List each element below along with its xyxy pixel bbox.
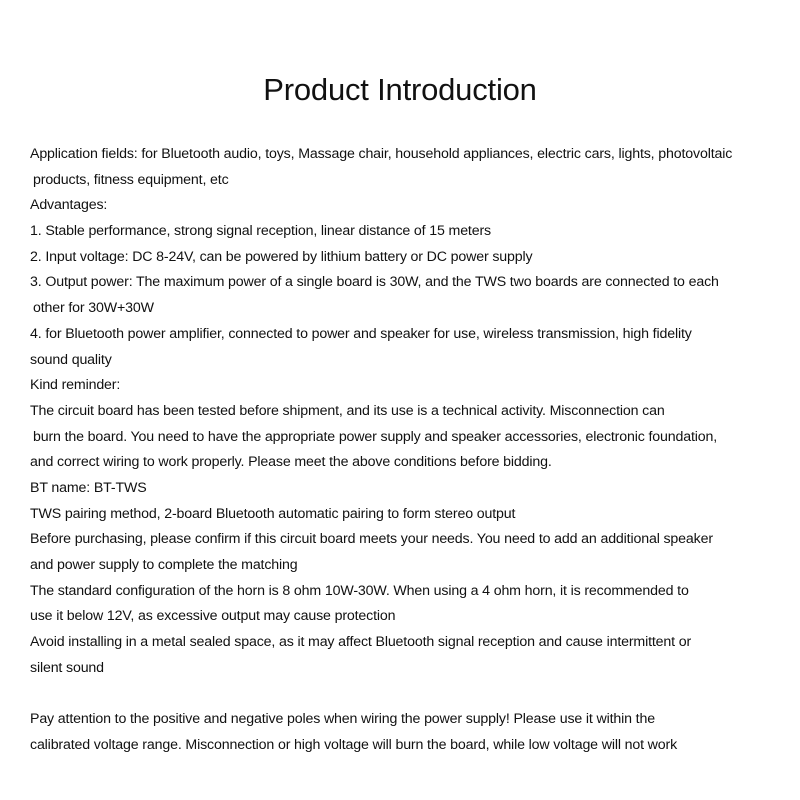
text-line-reminder-3: and correct wiring to work properly. Please meet the above conditions before bidding. <box>30 454 552 471</box>
text-line-advantage-3-cont: other for 30W+30W <box>33 300 154 317</box>
text-line-advantage-1: 1. Stable performance, strong signal reception, linear distance of 15 meters <box>30 223 491 240</box>
text-line-advantage-4: 4. for Bluetooth power amplifier, connected to power and speaker for use, wireless transmission, high fidelity <box>30 325 692 342</box>
text-line-advantages-heading: Advantages: <box>30 197 108 214</box>
text-line-reminder-1: The circuit board has been tested before shipment, and its use is a technical activity. Misconnection can <box>30 402 665 419</box>
paragraph-spacer <box>30 681 775 707</box>
text-line-advantage-3: 3. Output power: The maximum power of a single board is 30W, and the TWS two boards are connected to each <box>30 274 719 291</box>
text-line-horn-config-cont: use it below 12V, as excessive output may cause protection <box>30 608 396 625</box>
text-line-bt-name: BT name: BT-TWS <box>30 479 147 496</box>
text-line-horn-config: The standard configuration of the horn is 8 ohm 10W-30W. When using a 4 ohm horn, it is recommended to <box>30 582 689 599</box>
text-line-kind-reminder-heading: Kind reminder: <box>30 377 121 394</box>
text-line-polarity-warning-cont: calibrated voltage range. Misconnection or high voltage will burn the board, while low voltage will not work <box>30 736 678 753</box>
text-line-advantage-4-cont: sound quality <box>30 351 112 368</box>
text-line-before-purchasing: Before purchasing, please confirm if this circuit board meets your needs. You need to add an additional speaker <box>30 531 713 548</box>
text-line-avoid-metal-cont: silent sound <box>30 659 104 676</box>
text-line-advantage-2: 2. Input voltage: DC 8-24V, can be powered by lithium battery or DC power supply <box>30 248 533 265</box>
description-body <box>30 142 775 759</box>
text-line-avoid-metal: Avoid installing in a metal sealed space, as it may affect Bluetooth signal reception and cause intermittent or <box>30 634 692 651</box>
text-line-tws-pairing: TWS pairing method, 2-board Bluetooth automatic pairing to form stereo output <box>30 505 516 522</box>
text-line-reminder-2: burn the board. You need to have the appropriate power supply and speaker accessories, electronic foundation, <box>33 428 718 445</box>
text-line-application-fields-cont: products, fitness equipment, etc <box>33 171 229 188</box>
text-line-polarity-warning: Pay attention to the positive and negative poles when wiring the power supply! Please use it within the <box>30 711 655 728</box>
text-line-application-fields: Application fields: for Bluetooth audio, toys, Massage chair, household appliances, electric cars, lights, photovoltaic <box>30 146 733 162</box>
page-title: Product Introduction <box>263 72 537 107</box>
text-line-before-purchasing-cont: and power supply to complete the matching <box>30 557 298 573</box>
